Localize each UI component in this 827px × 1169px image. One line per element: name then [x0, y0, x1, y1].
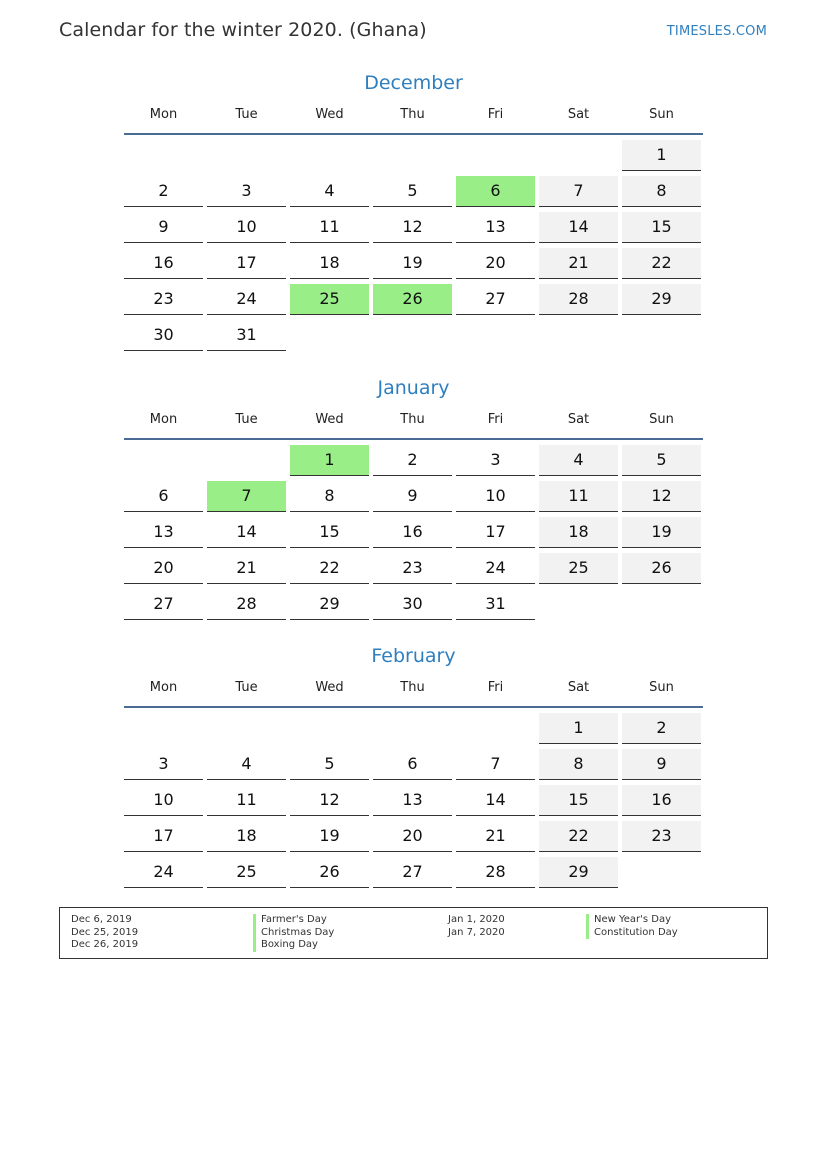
day-cell: 15: [622, 212, 701, 243]
weekday-header: [124, 107, 703, 135]
day-grid: [124, 135, 703, 356]
empty-cell: [373, 713, 452, 743]
day-cell: 14: [539, 212, 618, 243]
day-cell: 7: [456, 749, 535, 780]
day-cell: 19: [290, 821, 369, 852]
day-cell: 30: [373, 589, 452, 620]
day-grid: [124, 440, 703, 625]
empty-cell: [207, 445, 286, 475]
month-february: [124, 643, 703, 893]
legend-holiday-name: Constitution Day: [586, 927, 678, 940]
day-cell: 21: [456, 821, 535, 852]
weekday-label: Thu: [400, 107, 425, 122]
day-cell: 26: [622, 553, 701, 584]
legend-holiday-name: Farmer's Day: [253, 914, 334, 927]
legend-holiday-name: New Year's Day: [586, 914, 678, 927]
legend-names-left: [253, 914, 334, 952]
weekday-label: Sat: [567, 107, 590, 122]
weekday-header: [124, 680, 703, 708]
day-cell: 22: [290, 553, 369, 584]
month-january: [124, 375, 703, 625]
day-cell: 16: [124, 248, 203, 279]
day-cell: 9: [373, 481, 452, 512]
day-cell: 23: [124, 284, 203, 315]
empty-cell: [539, 140, 618, 170]
day-cell: 24: [207, 284, 286, 315]
site-link[interactable]: TIMESLES.COM: [666, 24, 767, 39]
legend-dates-left: [71, 914, 138, 952]
empty-cell: [124, 445, 203, 475]
day-cell: 20: [456, 248, 535, 279]
day-cell: 29: [290, 589, 369, 620]
day-cell: 24: [456, 553, 535, 584]
day-cell: 26: [290, 857, 369, 888]
legend-holiday-name: Boxing Day: [253, 939, 334, 952]
legend-date: Dec 26, 2019: [71, 939, 139, 950]
legend-date: Jan 7, 2020: [448, 926, 505, 938]
weekday-label: Thu: [400, 412, 425, 427]
empty-cell: [124, 140, 203, 170]
day-cell: 13: [373, 785, 452, 816]
month-december: [124, 70, 703, 356]
holiday-day-cell: 26: [373, 284, 452, 315]
holiday-day-cell: 1: [290, 445, 369, 476]
day-cell: 5: [290, 749, 369, 780]
day-cell: 2: [373, 445, 452, 476]
empty-cell: [207, 140, 286, 170]
day-cell: 15: [539, 785, 618, 816]
weekday-label: Wed: [315, 680, 344, 695]
day-cell: 18: [290, 248, 369, 279]
day-cell: 21: [539, 248, 618, 279]
day-cell: 11: [539, 481, 618, 512]
day-cell: 1: [622, 140, 701, 171]
legend-date: Dec 25, 2019: [71, 926, 139, 938]
weekday-label: Sun: [649, 680, 674, 695]
day-cell: 12: [290, 785, 369, 816]
day-cell: 8: [290, 481, 369, 512]
day-cell: 25: [539, 553, 618, 584]
holiday-day-cell: 6: [456, 176, 535, 207]
day-cell: 20: [124, 553, 203, 584]
day-cell: 6: [373, 749, 452, 780]
day-cell: 13: [124, 517, 203, 548]
empty-cell: [373, 140, 452, 170]
day-cell: 9: [622, 749, 701, 780]
day-cell: 23: [373, 553, 452, 584]
weekday-label: Thu: [400, 680, 425, 695]
day-cell: 15: [290, 517, 369, 548]
weekday-header: [124, 412, 703, 440]
day-cell: 10: [124, 785, 203, 816]
day-cell: 2: [622, 713, 701, 744]
day-cell: 8: [539, 749, 618, 780]
weekday-label: Tue: [235, 107, 258, 122]
day-cell: 17: [207, 248, 286, 279]
day-cell: 2: [124, 176, 203, 207]
day-cell: 9: [124, 212, 203, 243]
weekday-label: Mon: [149, 412, 178, 427]
weekday-label: Wed: [315, 412, 344, 427]
day-cell: 3: [456, 445, 535, 476]
weekday-label: Wed: [315, 107, 344, 122]
weekday-label: Fri: [487, 412, 504, 427]
weekday-label: Mon: [149, 680, 178, 695]
day-cell: 5: [373, 176, 452, 207]
day-cell: 16: [373, 517, 452, 548]
weekday-label: Sun: [649, 412, 674, 427]
day-cell: 22: [539, 821, 618, 852]
weekday-label: Sat: [567, 412, 590, 427]
day-cell: 28: [207, 589, 286, 620]
day-cell: 27: [373, 857, 452, 888]
day-cell: 10: [456, 481, 535, 512]
day-cell: 31: [207, 320, 286, 351]
day-cell: 23: [622, 821, 701, 852]
page-title: Calendar for the winter 2020. (Ghana): [59, 19, 427, 41]
day-cell: 12: [373, 212, 452, 243]
holiday-legend: [59, 907, 768, 959]
weekday-label: Sat: [567, 680, 590, 695]
day-cell: 3: [124, 749, 203, 780]
day-cell: 21: [207, 553, 286, 584]
day-cell: 4: [207, 749, 286, 780]
day-cell: 22: [622, 248, 701, 279]
day-cell: 19: [622, 517, 701, 548]
legend-dates-right: [448, 914, 505, 939]
day-cell: 14: [207, 517, 286, 548]
day-cell: 29: [622, 284, 701, 315]
day-cell: 19: [373, 248, 452, 279]
empty-cell: [290, 140, 369, 170]
day-cell: 11: [290, 212, 369, 243]
day-cell: 18: [207, 821, 286, 852]
day-cell: 12: [622, 481, 701, 512]
weekday-label: Tue: [235, 680, 258, 695]
day-cell: 10: [207, 212, 286, 243]
month-title: December: [364, 72, 463, 94]
empty-cell: [124, 713, 203, 743]
day-grid: [124, 708, 703, 893]
day-cell: 1: [539, 713, 618, 744]
legend-holiday-name: Christmas Day: [253, 927, 334, 940]
weekday-label: Sun: [649, 107, 674, 122]
day-cell: 18: [539, 517, 618, 548]
day-cell: 31: [456, 589, 535, 620]
day-cell: 3: [207, 176, 286, 207]
day-cell: 4: [539, 445, 618, 476]
day-cell: 27: [456, 284, 535, 315]
day-cell: 24: [124, 857, 203, 888]
day-cell: 30: [124, 320, 203, 351]
empty-cell: [290, 713, 369, 743]
weekday-label: Fri: [487, 107, 504, 122]
day-cell: 20: [373, 821, 452, 852]
day-cell: 27: [124, 589, 203, 620]
legend-date: Dec 6, 2019: [71, 914, 132, 925]
day-cell: 25: [207, 857, 286, 888]
empty-cell: [456, 140, 535, 170]
month-title: January: [377, 377, 450, 399]
day-cell: 28: [456, 857, 535, 888]
empty-cell: [207, 713, 286, 743]
weekday-label: Fri: [487, 680, 504, 695]
day-cell: 8: [622, 176, 701, 207]
day-cell: 16: [622, 785, 701, 816]
legend-names-right: [586, 914, 678, 939]
day-cell: 17: [456, 517, 535, 548]
day-cell: 14: [456, 785, 535, 816]
day-cell: 6: [124, 481, 203, 512]
day-cell: 4: [290, 176, 369, 207]
empty-cell: [456, 713, 535, 743]
day-cell: 17: [124, 821, 203, 852]
legend-date: Jan 1, 2020: [448, 914, 505, 925]
day-cell: 28: [539, 284, 618, 315]
weekday-label: Mon: [149, 107, 178, 122]
holiday-day-cell: 7: [207, 481, 286, 512]
day-cell: 29: [539, 857, 618, 888]
weekday-label: Tue: [235, 412, 258, 427]
day-cell: 5: [622, 445, 701, 476]
holiday-day-cell: 25: [290, 284, 369, 315]
day-cell: 13: [456, 212, 535, 243]
day-cell: 11: [207, 785, 286, 816]
day-cell: 7: [539, 176, 618, 207]
month-title: February: [371, 645, 456, 667]
